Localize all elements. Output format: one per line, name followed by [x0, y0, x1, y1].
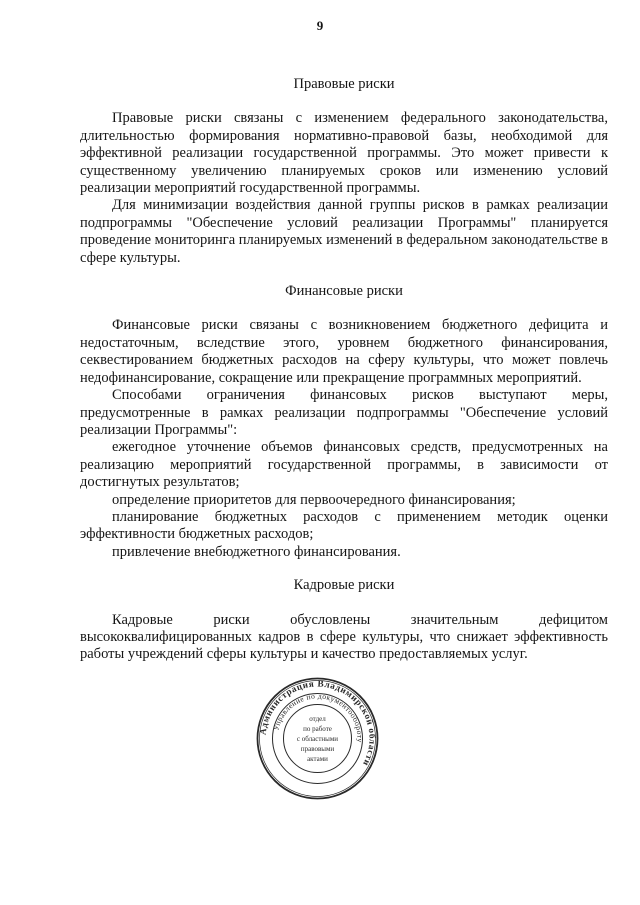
financial-risks-paragraph: Финансовые риски связаны с возникновением бюджетного дефицита и недостаточным, вследствие этого, уровнем бюджетного финансирования, секвестированием бюджетных расходов на сферу культуры, что может повлечь недофинансирование, сокращение или прекращение программных мероприятий.	[80, 317, 608, 386]
financial-risks-paragraph: Способами ограничения финансовых рисков выступают меры, предусмотренные в рамках реализации подпрограммы "Обеспечение условий реализации Программы":	[80, 387, 608, 438]
legal-risks-paragraph: Для минимизации воздействия данной группы рисков в рамках реализации подпрограммы "Обеспечение условий реализации Программы" планируется проведение мониторинга планируемых изменений в федеральном законодательстве в сфере культуры.	[80, 197, 609, 266]
financial-risks-list-item: определение приоритетов для первоочередного финансирования;	[112, 491, 516, 508]
section-heading-legal-risks: Правовые риски	[293, 76, 395, 92]
section-heading-financial-risks: Финансовые риски	[285, 283, 403, 300]
stamp-center-line: с областными	[296, 735, 339, 743]
stamp-middle-text: Управление по документообороту	[271, 691, 365, 743]
stamp-center-line: по работе	[303, 725, 332, 733]
financial-risks-list-item: ежегодное уточнение объемов финансовых средств, предусмотренных на реализацию мероприятий государственной программы, в зависимости от достигнутых результатов;	[80, 439, 608, 491]
official-stamp	[255, 676, 380, 801]
stamp-center-line: правовыми	[300, 745, 335, 753]
financial-risks-list-item: планирование бюджетных расходов с применением методик оценки эффективности бюджетных расходов;	[80, 508, 608, 543]
stamp-outer-text: Администрация Владимирской области	[257, 678, 378, 768]
section-heading-personnel-risks: Кадровые риски	[293, 577, 395, 594]
stamp-center-line: отдел	[309, 715, 326, 723]
stamp-center-line: актами	[307, 755, 328, 763]
legal-risks-paragraph: Правовые риски связаны с изменением федерального законодательства, длительностью формирования нормативно-правовой базы, необходимой для эффективной реализации государственной программы. Это может привести к существенному увеличению планируемых сроков или изменению условий реализации мероприятий государственной программы.	[80, 110, 608, 197]
page-number: 9	[316, 18, 324, 33]
document-body	[80, 76, 608, 664]
financial-risks-list-item: привлечение внебюджетного финансирования.	[112, 543, 401, 560]
personnel-risks-paragraph: Кадровые риски обусловлены значительным дефицитом высококвалифицированных кадров в сфере культуры, что снижает эффективность работы учреждений сферы культуры и качество предоставляемых услуг.	[80, 611, 608, 663]
